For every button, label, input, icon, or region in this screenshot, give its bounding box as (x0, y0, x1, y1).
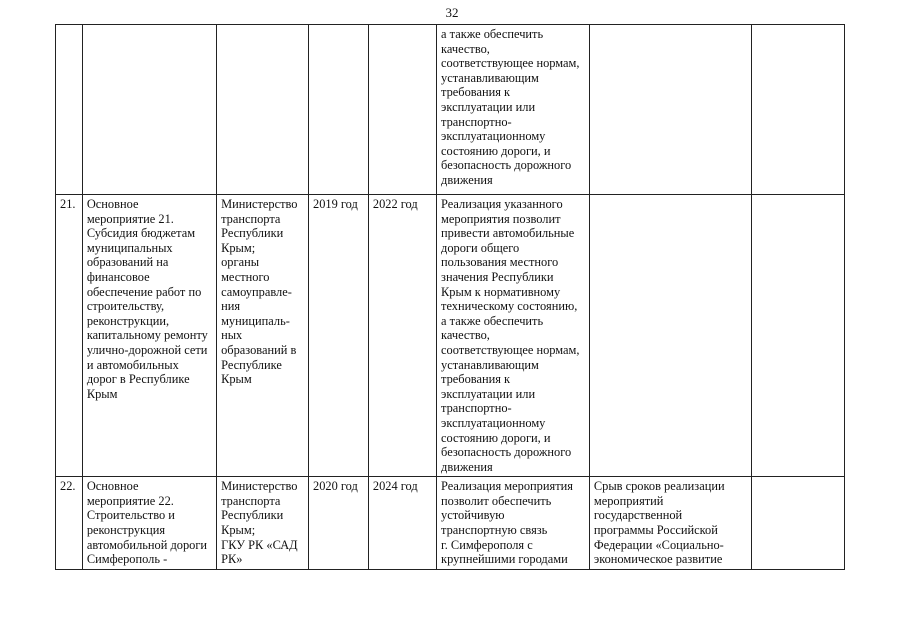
cell-risk (589, 25, 751, 195)
cell-number (56, 25, 83, 195)
table-row (56, 195, 845, 477)
cell-activity-name: Основное мероприятие 22. Строительство и реконструкция автомобильной дороги Симферополь - (82, 477, 216, 570)
cell-note (752, 477, 845, 570)
cell-expected-result: Реализация мероприятия позволит обеспечить устойчивую транспортную связь г. Симферополя с крупнейшими городами (437, 477, 590, 570)
cell-note (752, 195, 845, 477)
table-row (56, 25, 845, 195)
cell-expected-result: Реализация указанного мероприятия позволит привести автомобильные дороги общего пользования местного значения Республики Крым к нормативному техническому состоянию, а также обеспечить качество, соответствующее нормам, устанавливающим требования к эксплуатации или транспортно- эксплуатационному состоянию дороги, и безопасность дорожного движения (437, 195, 590, 477)
cell-start-year: 2020 год (309, 477, 369, 570)
cell-activity-name (82, 25, 216, 195)
cell-start-year (309, 25, 369, 195)
page-number: 32 (445, 5, 459, 20)
cell-end-year (368, 25, 436, 195)
program-activities-table (55, 24, 845, 570)
cell-risk: Срыв сроков реализации мероприятий государственной программы Российской Федерации «Социально- экономическое развитие (589, 477, 751, 570)
table-row (56, 477, 845, 570)
cell-end-year: 2024 год (368, 477, 436, 570)
cell-risk (589, 195, 751, 477)
cell-executor (217, 25, 309, 195)
cell-start-year: 2019 год (309, 195, 369, 477)
cell-end-year: 2022 год (368, 195, 436, 477)
cell-note (752, 25, 845, 195)
cell-number: 21. (56, 195, 83, 477)
cell-activity-name: Основное мероприятие 21. Субсидия бюджетам муниципальных образований на финансовое обеспечение работ по строительству, реконструкции, капитальному ремонту улично-дорожной сети и автомобильных дорог в Республике Крым (82, 195, 216, 477)
cell-executor: Министерство транспорта Республики Крым; ГКУ РК «САД РК» (217, 477, 309, 570)
cell-expected-result: а также обеспечить качество, соответствующее нормам, устанавливающим требования к эксплуатации или транспортно- эксплуатационному состоянию дороги, и безопасность дорожного движения (437, 25, 590, 195)
cell-number: 22. (56, 477, 83, 570)
cell-executor: Министерство транспорта Республики Крым; органы местного самоуправле- ния муниципаль- ных образований в Республике Крым (217, 195, 309, 477)
